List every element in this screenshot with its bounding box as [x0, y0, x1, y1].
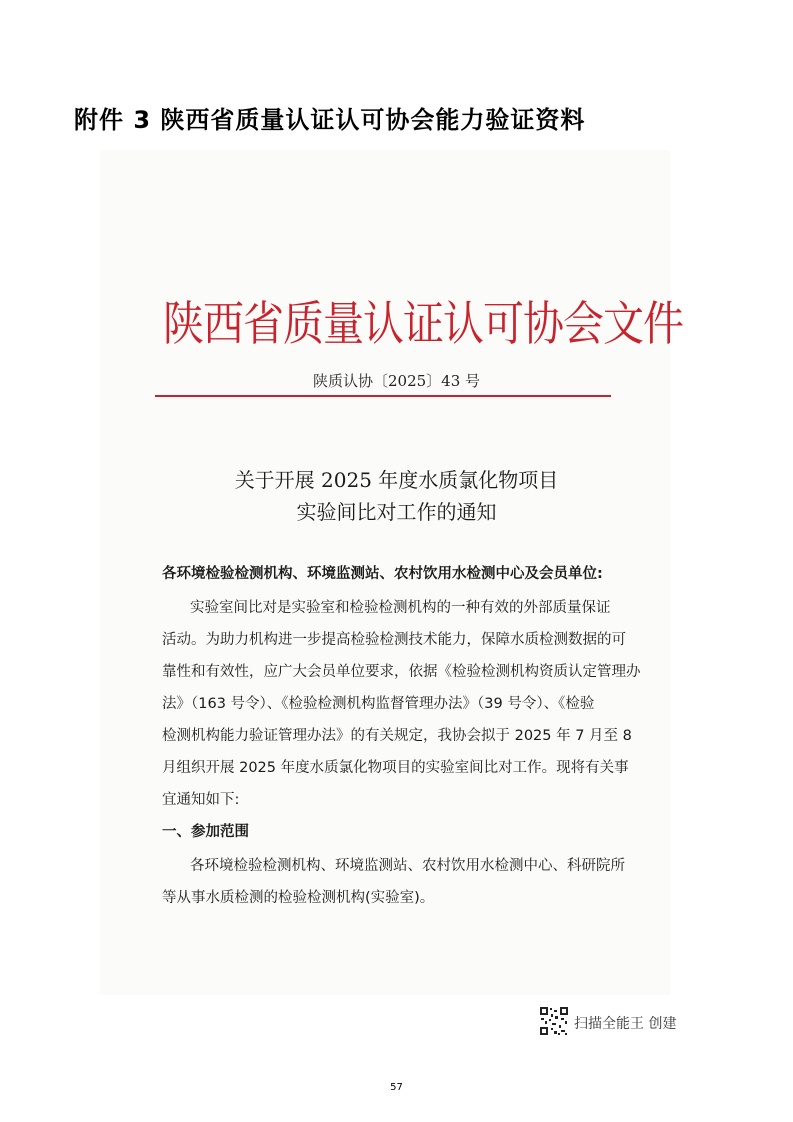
page-number: 57 — [390, 1082, 403, 1093]
notice-title-line-2: 实验间比对工作的通知 — [296, 500, 497, 524]
section-line: 等从事水质检测的检验检测机构(实验室)。 — [162, 890, 435, 906]
scanner-watermark: 扫描全能王 创建 — [574, 1016, 677, 1032]
section-heading: 一、参加范围 — [162, 824, 249, 840]
qr-code-icon — [539, 1006, 569, 1036]
paragraph-line: 法》（163 号令）、《检验检测机构监督管理办法》（39 号令）、《检验 — [162, 696, 595, 712]
paragraph-line: 月组织开展 2025 年度水质氯化物项目的实验室间比对工作。现将有关事 — [162, 760, 629, 776]
paragraph-line: 靠性和有效性，应广大会员单位要求，依据《检验检测机构资质认定管理办 — [162, 664, 641, 680]
notice-title-line-1: 关于开展 2025 年度水质氯化物项目 — [234, 468, 559, 492]
attachment-title: 附件 3 陕西省质量认证认可协会能力验证资料 — [74, 106, 586, 134]
addressee: 各环境检验检测机构、环境监测站、农村饮用水检测中心及会员单位: — [162, 566, 603, 582]
paragraph-line: 宜通知如下: — [162, 792, 240, 808]
paragraph-line: 检测机构能力验证管理办法》的有关规定，我协会拟于 2025 年 7 月至 8 — [162, 728, 632, 744]
paragraph-line: 活动。为助力机构进一步提高检验检测技术能力，保障水质检测数据的可 — [162, 632, 626, 648]
paragraph-line: 实验室间比对是实验室和检验检测机构的一种有效的外部质量保证 — [190, 600, 611, 616]
red-header-title: 陕西省质量认证认可协会文件 — [163, 296, 683, 352]
red-divider-line — [155, 395, 611, 397]
document-number: 陕质认协〔2025〕43 号 — [312, 372, 481, 390]
section-line: 各环境检验检测机构、环境监测站、农村饮用水检测中心、科研院所 — [190, 858, 625, 874]
